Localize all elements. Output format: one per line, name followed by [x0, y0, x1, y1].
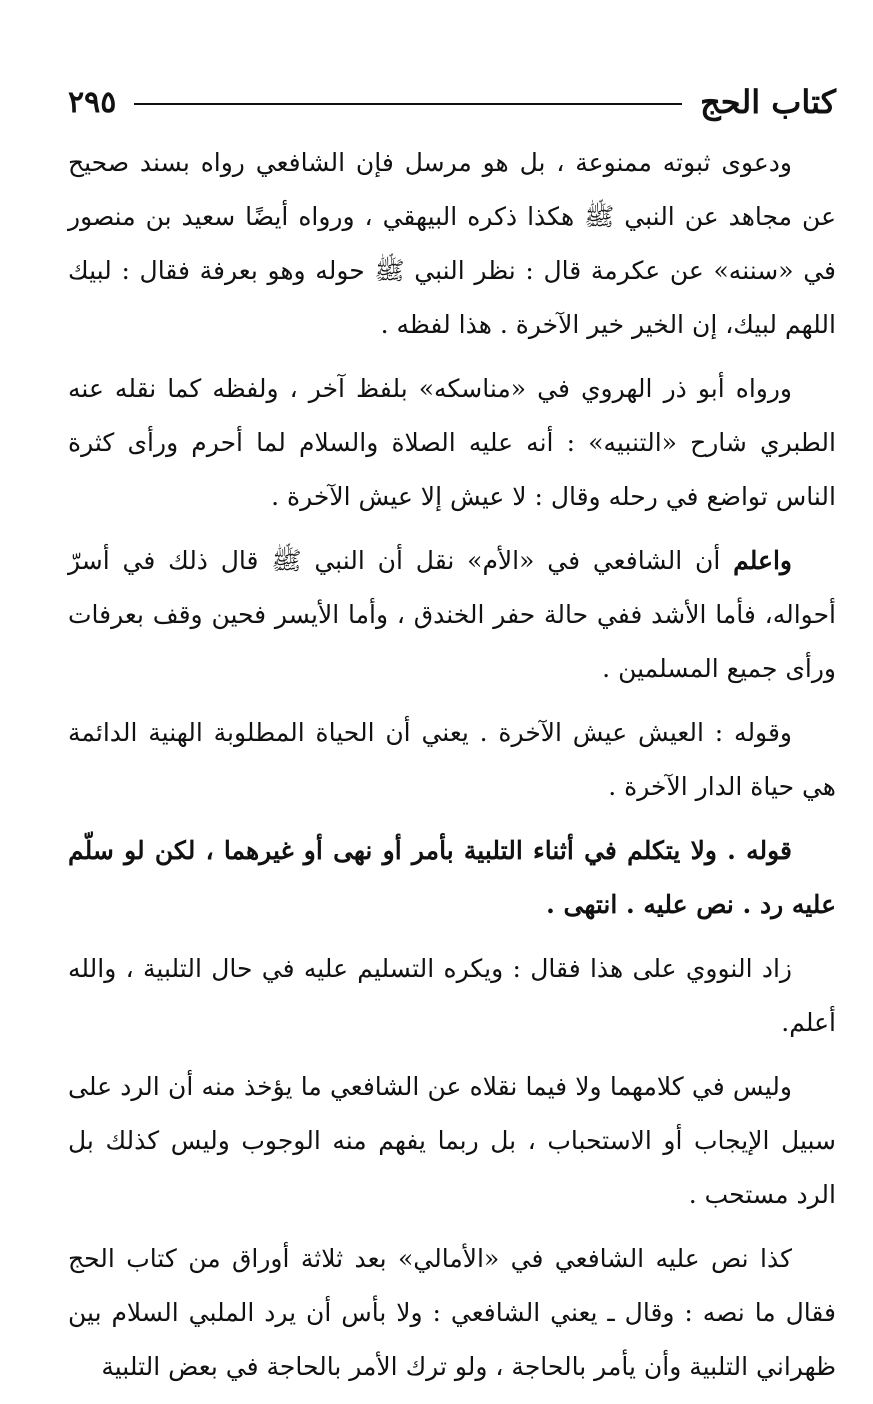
paragraph-7: وليس في كلامهما ولا فيما نقلاه عن الشافعي ما يؤخذ منه أن الرد على سبيل الإيجاب أو الاستحباب ، بل ربما يفهم منه الوجوب وليس كذلك بل الرد مستحب .: [68, 1072, 836, 1209]
paragraph-5-quote: قوله . ولا يتكلم في أثناء التلبية بأمر أو نهى أو غيرهما ، لكن لو سلّم عليه رد . نص عليه . انتهى .: [68, 836, 836, 919]
paragraph-6: زاد النووي على هذا فقال : ويكره التسليم عليه في حال التلبية ، والله أعلم.: [68, 954, 836, 1037]
paragraph-4: وقوله : العيش عيش الآخرة . يعني أن الحياة المطلوبة الهنية الدائمة هي حياة الدار الآخرة .: [68, 718, 836, 801]
paragraph-8: كذا نص عليه الشافعي في «الأمالي» بعد ثلاثة أوراق من كتاب الحج فقال ما نصه : وقال ـ يعني الشافعي : ولا بأس أن يرد الملبي السلام بين ظهراني التلبية وأن يأمر بالحاجة ، ولو ترك الأمر بالحاجة في بعض التلبية: [68, 1244, 836, 1381]
paragraph-2: ورواه أبو ذر الهروي في «مناسكه» بلفظ آخر ، ولفظه كما نقله عنه الطبري شارح «التنبيه» : أنه عليه الصلاة والسلام لما أحرم ورأى كثرة الناس تواضع في رحله وقال : لا عيش إلا عيش الآخرة .: [68, 374, 836, 511]
paragraph-1: ودعوى ثبوته ممنوعة ، بل هو مرسل فإن الشافعي رواه بسند صحيح عن مجاهد عن النبي ﷺ هكذا ذكره البيهقي ، ورواه أيضًا سعيد بن منصور في «سننه» عن عكرمة قال : نظر النبي ﷺ حوله وهو بعرفة فقال : لبيك اللهم لبيك، إن الخير خير الآخرة . هذا لفظه .: [68, 148, 836, 339]
body-text: [68, 136, 836, 1404]
header-rule: [134, 103, 682, 105]
paragraph-3-lead: واعلم: [733, 546, 792, 575]
page-number: ٢٩٥: [68, 84, 117, 120]
running-header: [68, 80, 836, 124]
paragraph-3: واعلم أن الشافعي في «الأم» نقل أن النبي ﷺ قال ذلك في أسرّ أحواله، فأما الأشد ففي حالة حفر الخندق ، وأما الأيسر فحين وقف بعرفات ورأى جميع المسلمين .: [68, 546, 836, 683]
header-title: كتاب الحج: [700, 83, 836, 121]
